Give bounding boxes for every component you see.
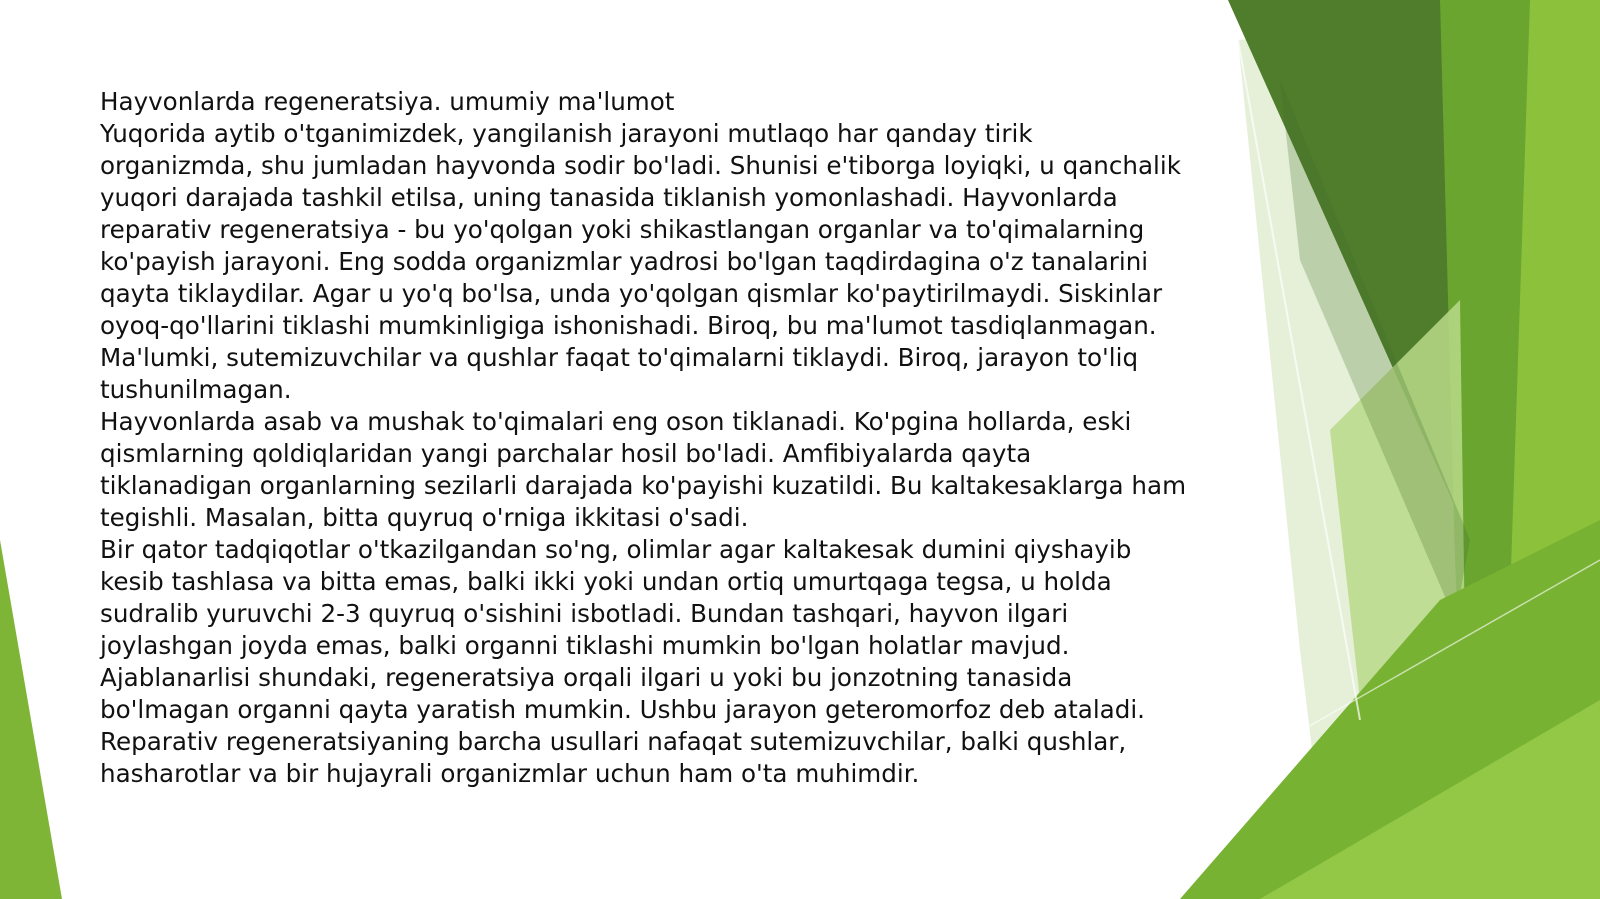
text-line: tushunilmagan. [100, 375, 292, 404]
left-green-shape [0, 540, 62, 899]
text-line: Bir qator tadqiqotlar o'tkazilgandan so'ng, olimlar agar kaltakesak dumini qiyshayib [100, 535, 1132, 564]
text-line: Ajablanarlisi shundaki, regeneratsiya orqali ilgari u yoki bu jonzotning tanasida [100, 663, 1073, 692]
text-line: qismlarning qoldiqlaridan yangi parchalar hosil bo'ladi. Amfibiyalarda qayta [100, 439, 1032, 468]
body-text [100, 86, 1210, 790]
text-line: yuqori darajada tashkil etilsa, uning tanasida tiklanish yomonlashadi. Hayvonlarda [100, 183, 1118, 212]
text-line: reparativ regeneratsiya - bu yo'qolgan yoki shikastlangan organlar va to'qimalarning [100, 215, 1145, 244]
text-line: Yuqorida aytib o'tganimizdek, yangilanish jarayoni mutlaqo har qanday tirik [100, 119, 1033, 148]
text-line: Ma'lumki, sutemizuvchilar va qushlar faqat to'qimalarni tiklaydi. Biroq, jarayon to'liq [100, 343, 1139, 372]
text-line: hasharotlar va bir hujayrali organizmlar uchun ham o'ta muhimdir. [100, 759, 920, 788]
text-line: joylashgan joyda emas, balki organni tiklashi mumkin bo'lgan holatlar mavjud. [100, 631, 1070, 660]
text-line: tegishli. Masalan, bitta quyruq o'rniga ikkitasi o'sadi. [100, 503, 749, 532]
text-line: Reparativ regeneratsiyaning barcha usullari nafaqat sutemizuvchilar, balki qushlar, [100, 727, 1127, 756]
text-line: Hayvonlarda asab va mushak to'qimalari eng oson tiklanadi. Ko'pgina hollarda, eski [100, 407, 1132, 436]
text-line: kesib tashlasa va bitta emas, balki ikki yoki undan ortiq umurtqaga tegsa, u holda [100, 567, 1112, 596]
text-line: oyoq-qo'llarini tiklashi mumkinligiga ishonishadi. Biroq, bu ma'lumot tasdiqlanmagan. [100, 311, 1157, 340]
text-line: ko'payish jarayoni. Eng sodda organizmlar yadrosi bo'lgan taqdirdagina o'z tanalarini [100, 247, 1149, 276]
text-line: Hayvonlarda regeneratsiya. umumiy ma'lumot [100, 87, 675, 116]
text-line: qayta tiklaydilar. Agar u yo'q bo'lsa, unda yo'qolgan qismlar ko'paytirilmaydi. Siskinlar [100, 279, 1163, 308]
text-line: bo'lmagan organni qayta yaratish mumkin. Ushbu jarayon geteromorfoz deb ataladi. [100, 695, 1145, 724]
text-line: organizmda, shu jumladan hayvonda sodir bo'ladi. Shunisi e'tiborga loyiqki, u qanchalik [100, 151, 1181, 180]
text-line: sudralib yuruvchi 2-3 quyruq o'sishini isbotladi. Bundan tashqari, hayvon ilgari [100, 599, 1069, 628]
text-line: tiklanadigan organlarning sezilarli darajada ko'payishi kuzatildi. Bu kaltakesaklarga ham [100, 471, 1187, 500]
